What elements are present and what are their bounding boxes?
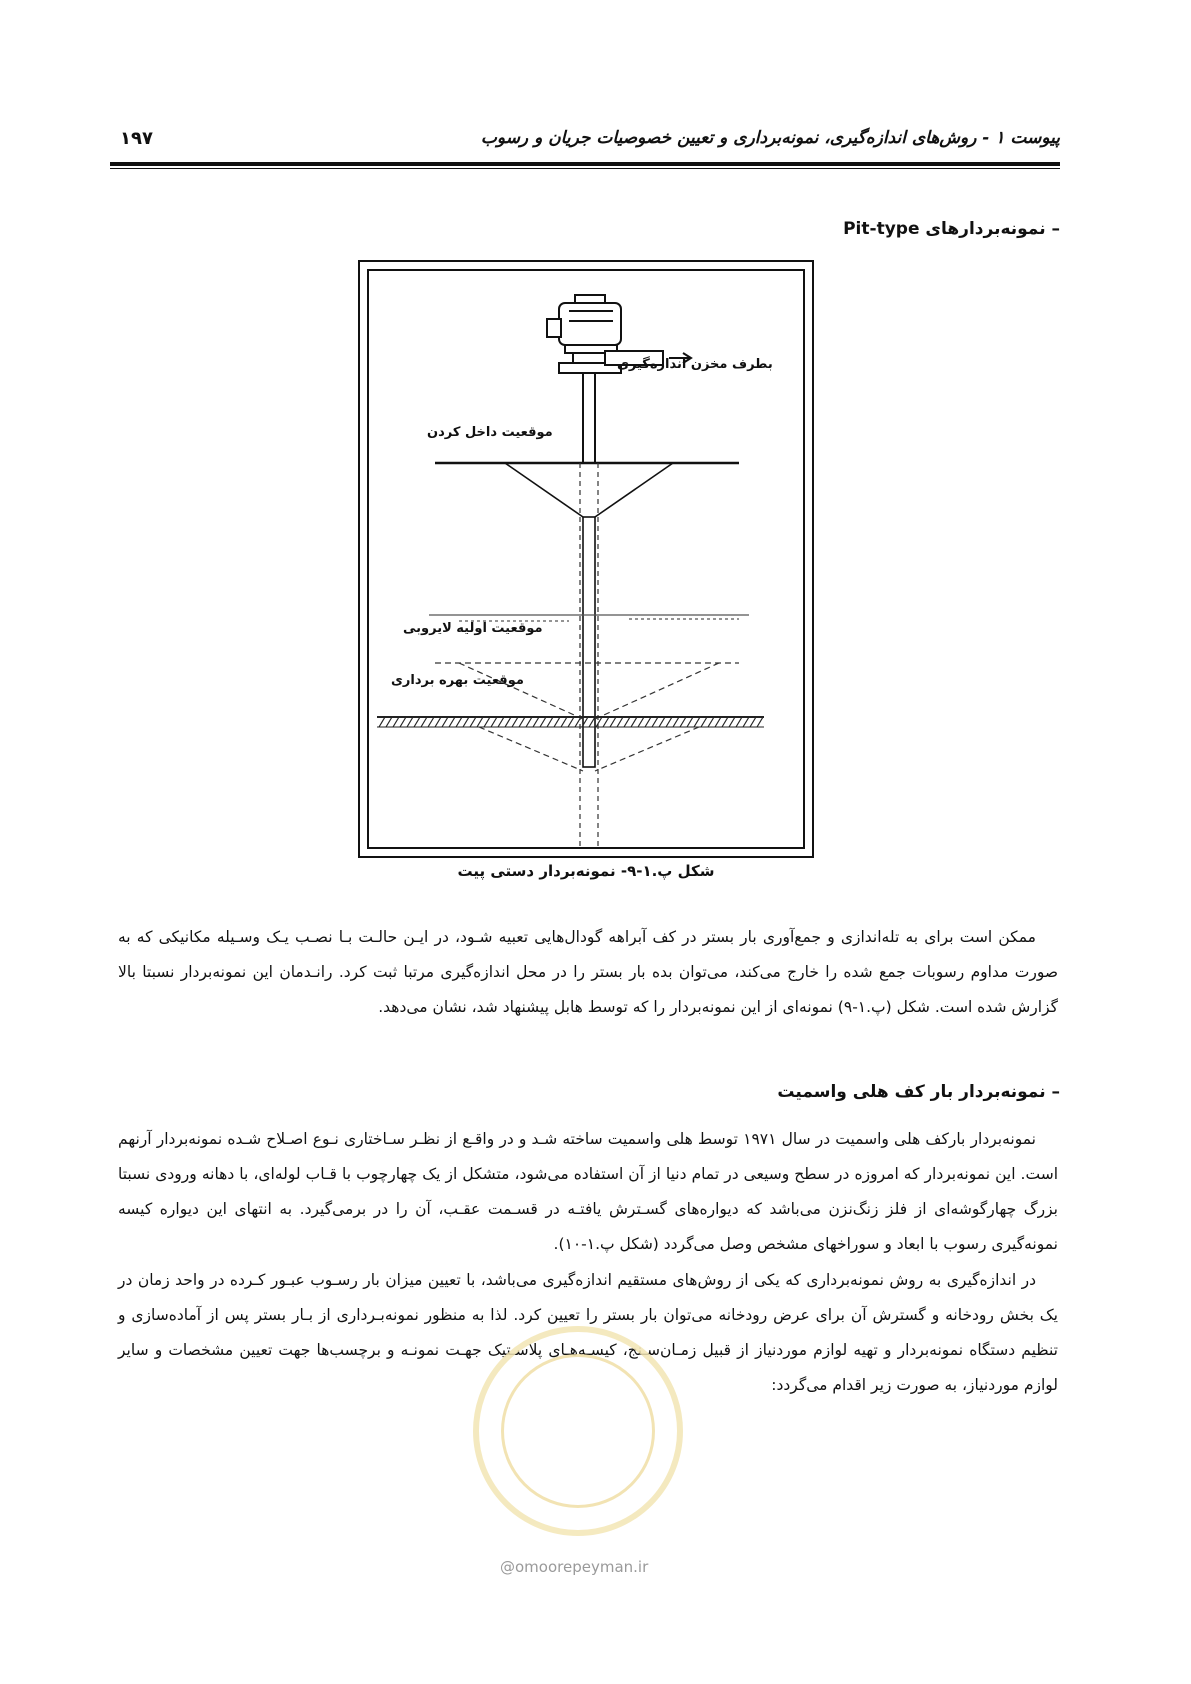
- bed-hatch-stroke: [624, 717, 630, 727]
- bed-hatch-stroke: [750, 717, 756, 727]
- bed-hatch-stroke: [442, 717, 448, 727]
- figure-drawing-area: [367, 269, 805, 849]
- bed-hatch-stroke: [743, 717, 749, 727]
- bed-hatch-stroke: [393, 717, 399, 727]
- paragraph-text: ممکن است برای به تله‌اندازی و جمع‌آوری بار بستر در کف آبراهه گودال‌هایی تعبیه شـود، در ایـن حالـت بـا نصـب یـک وسـیله مکانیکی که به صورت مداوم رسوبات جمع شده را خارج می‌کند، می‌توان بده بار بستر را در محل اندازه‌گیری مرتبا ثبت کرد. رانـدمان این نمونه‌بردار نسبتا بالا گزارش شده است. شکل (پ.۱-۹) نمونه‌ای از این نمونه‌بردار را که توسط هابل پیشنهاد شد، نشان می‌دهد.: [118, 928, 1058, 1016]
- section-heading-helley-smith: – نمونه‌بردار بار کف هلی واسمیت: [777, 1082, 1060, 1102]
- bed-hatch-stroke: [680, 717, 686, 727]
- bed-hatch-stroke: [400, 717, 406, 727]
- sampler-shaft: [583, 373, 595, 463]
- bed-hatch-stroke: [645, 717, 651, 727]
- bed-hatch-stroke: [484, 717, 490, 727]
- section-heading-pit-type: – نمونه‌بردارهای Pit-type: [843, 219, 1060, 239]
- bed-hatch-stroke: [673, 717, 679, 727]
- label-toward-tank: بطرف مخزن اندازه‌گیری: [617, 357, 773, 372]
- bed-hatch-stroke: [659, 717, 665, 727]
- bed-hatch-stroke: [456, 717, 462, 727]
- paragraph-pit-description: [118, 920, 1058, 1025]
- bed-hatch-stroke: [757, 717, 763, 727]
- bed-hatch-stroke: [729, 717, 735, 727]
- bed-hatch-stroke: [533, 717, 539, 727]
- bed-hatch-stroke: [386, 717, 392, 727]
- watermark-url: @omoorepeyman.ir: [500, 1558, 649, 1576]
- bed-hatch-stroke: [477, 717, 483, 727]
- bed-hatching: [379, 717, 763, 727]
- funnel: [505, 463, 673, 517]
- bed-hatch-stroke: [617, 717, 623, 727]
- bed-hatch-stroke: [505, 717, 511, 727]
- bed-hatch-stroke: [722, 717, 728, 727]
- bed-hatch-stroke: [736, 717, 742, 727]
- paragraph-text: نمونه‌بردار بارکف هلی واسمیت در سال ۱۹۷۱ توسط هلی واسمیت ساخته شـد و در واقـع از نظـر سـاختاری نـوع اصـلاح شـده نمونه‌بردار آرنهم است. این نمونه‌بردار که امروزه در سطح وسیعی در تمام دنیا از آن استفاده می‌شود، متشکل از یک چهارچوب با قـاب لوله‌ای، با دهانه ورودی نسبتا بزرگ چهارگوشه‌ای از فلز زنگ‌نزن می‌باشد که دیواره‌های گسـترش یافتـه در قسـمت عقـب، آن را در برمی‌گیرد. به انتهای این دیواره کیسه نمونه‌گیری رسوب با ابعاد و سوراخهای مشخص وصل می‌گردد (شکل پ.۱-۱۰).: [118, 1130, 1058, 1253]
- bed-hatch-stroke: [435, 717, 441, 727]
- bed-hatch-stroke: [526, 717, 532, 727]
- bed-hatch-stroke: [512, 717, 518, 727]
- paragraph-helley-smith: [118, 1122, 1058, 1262]
- bed-hatch-stroke: [701, 717, 707, 727]
- bed-hatch-stroke: [519, 717, 525, 727]
- header-rule-thin: [110, 168, 1060, 169]
- bed-hatch-stroke: [498, 717, 504, 727]
- lower-shaft: [583, 517, 595, 767]
- bed-hatch-stroke: [568, 717, 574, 727]
- page-number: ۱۹۷: [120, 128, 153, 149]
- watermark-seal: [473, 1326, 683, 1536]
- bed-hatch-stroke: [652, 717, 658, 727]
- bed-hatch-stroke: [687, 717, 693, 727]
- bed-hatch-stroke: [491, 717, 497, 727]
- bed-hatch-stroke: [379, 717, 385, 727]
- label-initial-dredge-position: موقعیت اولیه لایروبی: [403, 621, 543, 636]
- label-insert-position: موقعیت داخل کردن: [427, 425, 553, 440]
- header-rule: [110, 162, 1060, 166]
- label-operation-position: موقعیت بهره برداری: [391, 673, 524, 688]
- bed-hatch-stroke: [540, 717, 546, 727]
- bed-hatch-stroke: [407, 717, 413, 727]
- bed-hatch-stroke: [421, 717, 427, 727]
- watermark-seal-inner: [501, 1354, 655, 1508]
- bed-hatch-stroke: [414, 717, 420, 727]
- bed-hatch-stroke: [561, 717, 567, 727]
- bed-hatch-stroke: [638, 717, 644, 727]
- bed-hatch-stroke: [449, 717, 455, 727]
- bed-hatch-stroke: [547, 717, 553, 727]
- bed-hatch-stroke: [603, 717, 609, 727]
- bed-hatch-stroke: [631, 717, 637, 727]
- page-header: [110, 118, 1060, 166]
- paragraph-text: در اندازه‌گیری به روش نمونه‌برداری که یکی از روش‌های مستقیم اندازه‌گیری می‌باشد، با تعیین میزان بار رسـوب عبـور کـرده در واحد زمان در یک بخش رودخانه و گسترش آن برای عرض رودخانه می‌توان بار بستر را تعیین کرد. لذا به منظور نمونه‌بـرداری از بـار بستر پس از آماده‌سازی و تنظیم دستگاه نمونه‌بردار و تهیه لوازم موردنیاز از قبیل زمـان‌سـنج، کیسـه‌هـای پلاسـتیک جهـت نمونـه و برچسب‌ها جهت تعیین مشخصات و سایر لوازم موردنیاز، به صورت زیر اقدام می‌گردد:: [118, 1271, 1058, 1394]
- bed-hatch-stroke: [708, 717, 714, 727]
- bed-hatch-stroke: [694, 717, 700, 727]
- figure-caption: شکل پ.۱-۹- نمونه‌بردار دستی پیت: [457, 862, 715, 880]
- header-title: پیوست ۱ - روش‌های اندازه‌گیری، نمونه‌برداری و تعیین خصوصیات جریان و رسوب: [480, 128, 1060, 148]
- bed-hatch-stroke: [554, 717, 560, 727]
- figure-frame: [358, 260, 814, 858]
- bed-hatch-stroke: [610, 717, 616, 727]
- bed-hatch-stroke: [470, 717, 476, 727]
- bed-hatch-stroke: [428, 717, 434, 727]
- bed-hatch-stroke: [666, 717, 672, 727]
- bed-hatch-stroke: [715, 717, 721, 727]
- bed-hatch-stroke: [463, 717, 469, 727]
